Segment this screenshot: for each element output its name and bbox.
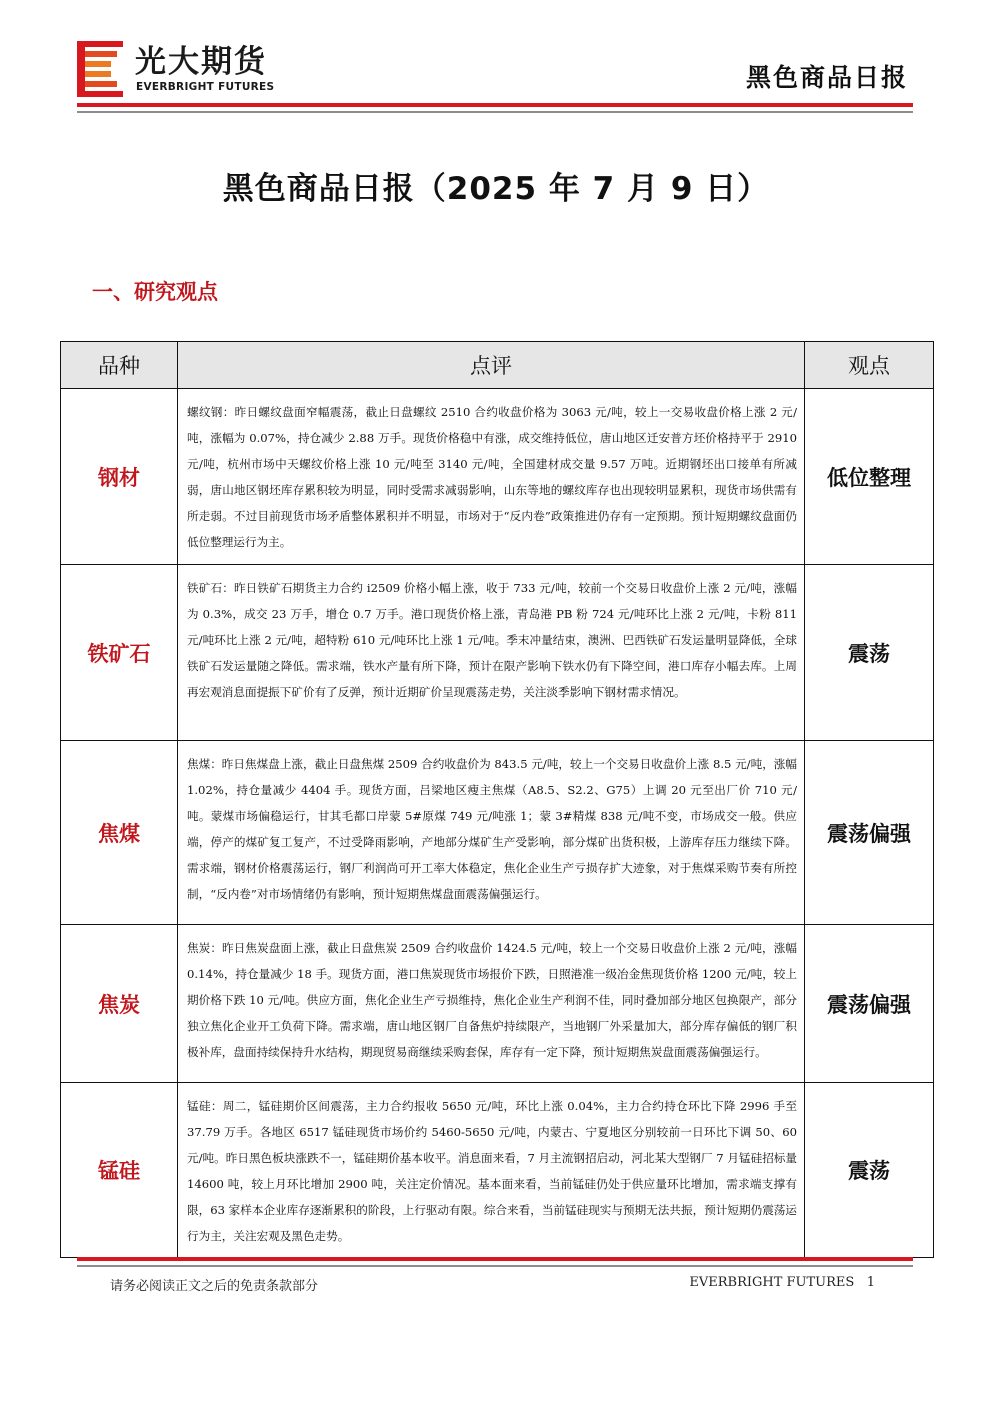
column-header-comment: 点评 — [178, 342, 805, 389]
category-cell: 焦煤 — [61, 741, 178, 925]
column-header-view: 观点 — [805, 342, 934, 389]
table-row — [61, 1083, 934, 1258]
table-header-row — [61, 342, 934, 389]
comment-cell: 锰硅：周二，锰硅期价区间震荡，主力合约报收 5650 元/吨，环比上涨 0.04%，主力合约持仓环比下降 2996 手至 37.79 万手。各地区 6517 锰硅现货市场价约 5460-5650 元/吨，内蒙古、宁夏地区分别较前一日环比下调 50、60 元/吨。昨日黑色板块涨跌不一，锰硅期价基本收平。消息面来看，7 月主流钢招启动，河北某大型钢厂 7 月锰硅招标量 14600 吨，较上月环比增加 2900 吨，关注定价情况。基本面来看，当前锰硅仍处于供应量环比增加，需求端支撑有限，63 家样本企业库存逐渐累积的阶段，上行驱动有限。综合来看，当前锰硅现实与预期无法共振，预计短期仍震荡运行为主，关注宏观及黑色走势。 — [178, 1083, 805, 1258]
header-rule — [77, 103, 913, 107]
table-row — [61, 389, 934, 565]
footer-brand-name: EVERBRIGHT FUTURES — [689, 1275, 855, 1290]
footer-brand — [689, 1275, 875, 1290]
header-rule-secondary — [77, 111, 913, 113]
report-name: 黑色商品日报 — [745, 63, 908, 92]
category-cell: 铁矿石 — [61, 565, 178, 741]
page-number: 1 — [866, 1275, 875, 1290]
view-cell: 低位整理 — [805, 389, 934, 565]
logo-chinese-name: 光大期货 — [135, 44, 267, 80]
section-title: 一、研究观点 — [92, 280, 218, 304]
category-cell: 钢材 — [61, 389, 178, 565]
comment-cell: 焦炭：昨日焦炭盘面上涨，截止日盘焦炭 2509 合约收盘价 1424.5 元/吨，较上一个交易日收盘价上涨 2 元/吨，涨幅 0.14%，持仓量减少 18 手。现货方面，港口焦炭现货市场报价下跌，日照港准一级冶金焦现货价格 1200 元/吨，较上期价格下跌 10 元/吨。供应方面，焦化企业生产亏损维持，焦化企业生产利润不佳，同时叠加部分地区包换限产，部分独立焦化企业开工负荷下降。需求端，唐山地区钢厂自备焦炉持续限产，当地钢厂外采量加大，部分库存偏低的钢厂积极补库，盘面持续保持升水结构，期现贸易商继续采购套保，库存有一定下降，预计短期焦炭盘面震荡偏强运行。 — [178, 925, 805, 1083]
logo-english-name: EVERBRIGHT FUTURES — [136, 81, 275, 93]
column-header-category: 品种 — [61, 342, 178, 389]
comment-cell: 铁矿石：昨日铁矿石期货主力合约 i2509 价格小幅上涨，收于 733 元/吨，较前一个交易日收盘价上涨 2 元/吨，涨幅为 0.3%，成交 23 万手，增仓 0.7 万手。港口现货价格上涨，青岛港 PB 粉 724 元/吨环比上涨 2 元/吨，卡粉 811 元/吨环比上涨 2 元/吨，超特粉 610 元/吨环比上涨 1 元/吨。季末冲量结束，澳洲、巴西铁矿石发运量明显降低，全球铁矿石发运量随之降低。需求端，铁水产量有所下降，预计在限产影响下铁水仍有下降空间，港口库存小幅去库。上周再宏观消息面提振下矿价有了反弹，预计近期矿价呈现震荡走势，关注淡季影响下钢材需求情况。 — [178, 565, 805, 741]
view-cell: 震荡偏强 — [805, 925, 934, 1083]
research-view-table — [60, 341, 934, 1258]
view-cell: 震荡 — [805, 1083, 934, 1258]
footer-rule-secondary — [77, 1265, 913, 1267]
table-row — [61, 565, 934, 741]
everbright-logo-icon — [77, 41, 123, 97]
category-cell: 锰硅 — [61, 1083, 178, 1258]
view-cell: 震荡偏强 — [805, 741, 934, 925]
company-logo — [77, 41, 287, 101]
comment-cell: 螺纹钢：昨日螺纹盘面窄幅震荡，截止日盘螺纹 2510 合约收盘价格为 3063 元/吨，较上一交易收盘价格上涨 2 元/吨，涨幅为 0.07%，持仓减少 2.88 万手。现货价格稳中有涨，成交维持低位，唐山地区迁安普方坯价格持平于 2910 元/吨，杭州市场中天螺纹价格上涨 10 元/吨至 3140 元/吨，全国建材成交量 9.57 万吨。近期钢坯出口接单有所减弱，唐山地区钢坯库存累积较为明显，同时受需求减弱影响，山东等地的螺纹库存也出现较明显累积，现货市场供需有所走弱。不过目前现货市场矛盾整体累积并不明显，市场对于“反内卷”政策推进仍存有一定预期。预计短期螺纹盘面仍低位整理运行为主。 — [178, 389, 805, 565]
footer-rule — [77, 1257, 913, 1261]
document-title: 黑色商品日报（2025 年 7 月 9 日） — [222, 171, 770, 207]
category-cell: 焦炭 — [61, 925, 178, 1083]
comment-cell: 焦煤：昨日焦煤盘上涨，截止日盘焦煤 2509 合约收盘价为 843.5 元/吨，较上一个交易日收盘价上涨 8.5 元/吨，涨幅 1.02%，持仓量减少 4404 手。现货方面，吕梁地区瘦主焦煤（A8.5、S2.2、G75）上调 20 元至出厂价 710 元/吨。蒙煤市场偏稳运行，甘其毛都口岸蒙 5#原煤 749 元/吨涨 1；蒙 3#精煤 838 元/吨不变，市场成交一般。供应端，停产的煤矿复工复产，不过受降雨影响，产地部分煤矿生产受影响，部分煤矿出货积极，上游库存压力继续下降。需求端，钢材价格震荡运行，钢厂利润尚可开工率大体稳定，焦化企业生产亏损存扩大迹象，对于焦煤采购节奏有所控制，“反内卷”对市场情绪仍有影响，预计短期焦煤盘面震荡偏强运行。 — [178, 741, 805, 925]
table-row — [61, 741, 934, 925]
footer-disclaimer: 请务必阅读正文之后的免责条款部分 — [110, 1279, 319, 1294]
table-row — [61, 925, 934, 1083]
view-cell: 震荡 — [805, 565, 934, 741]
